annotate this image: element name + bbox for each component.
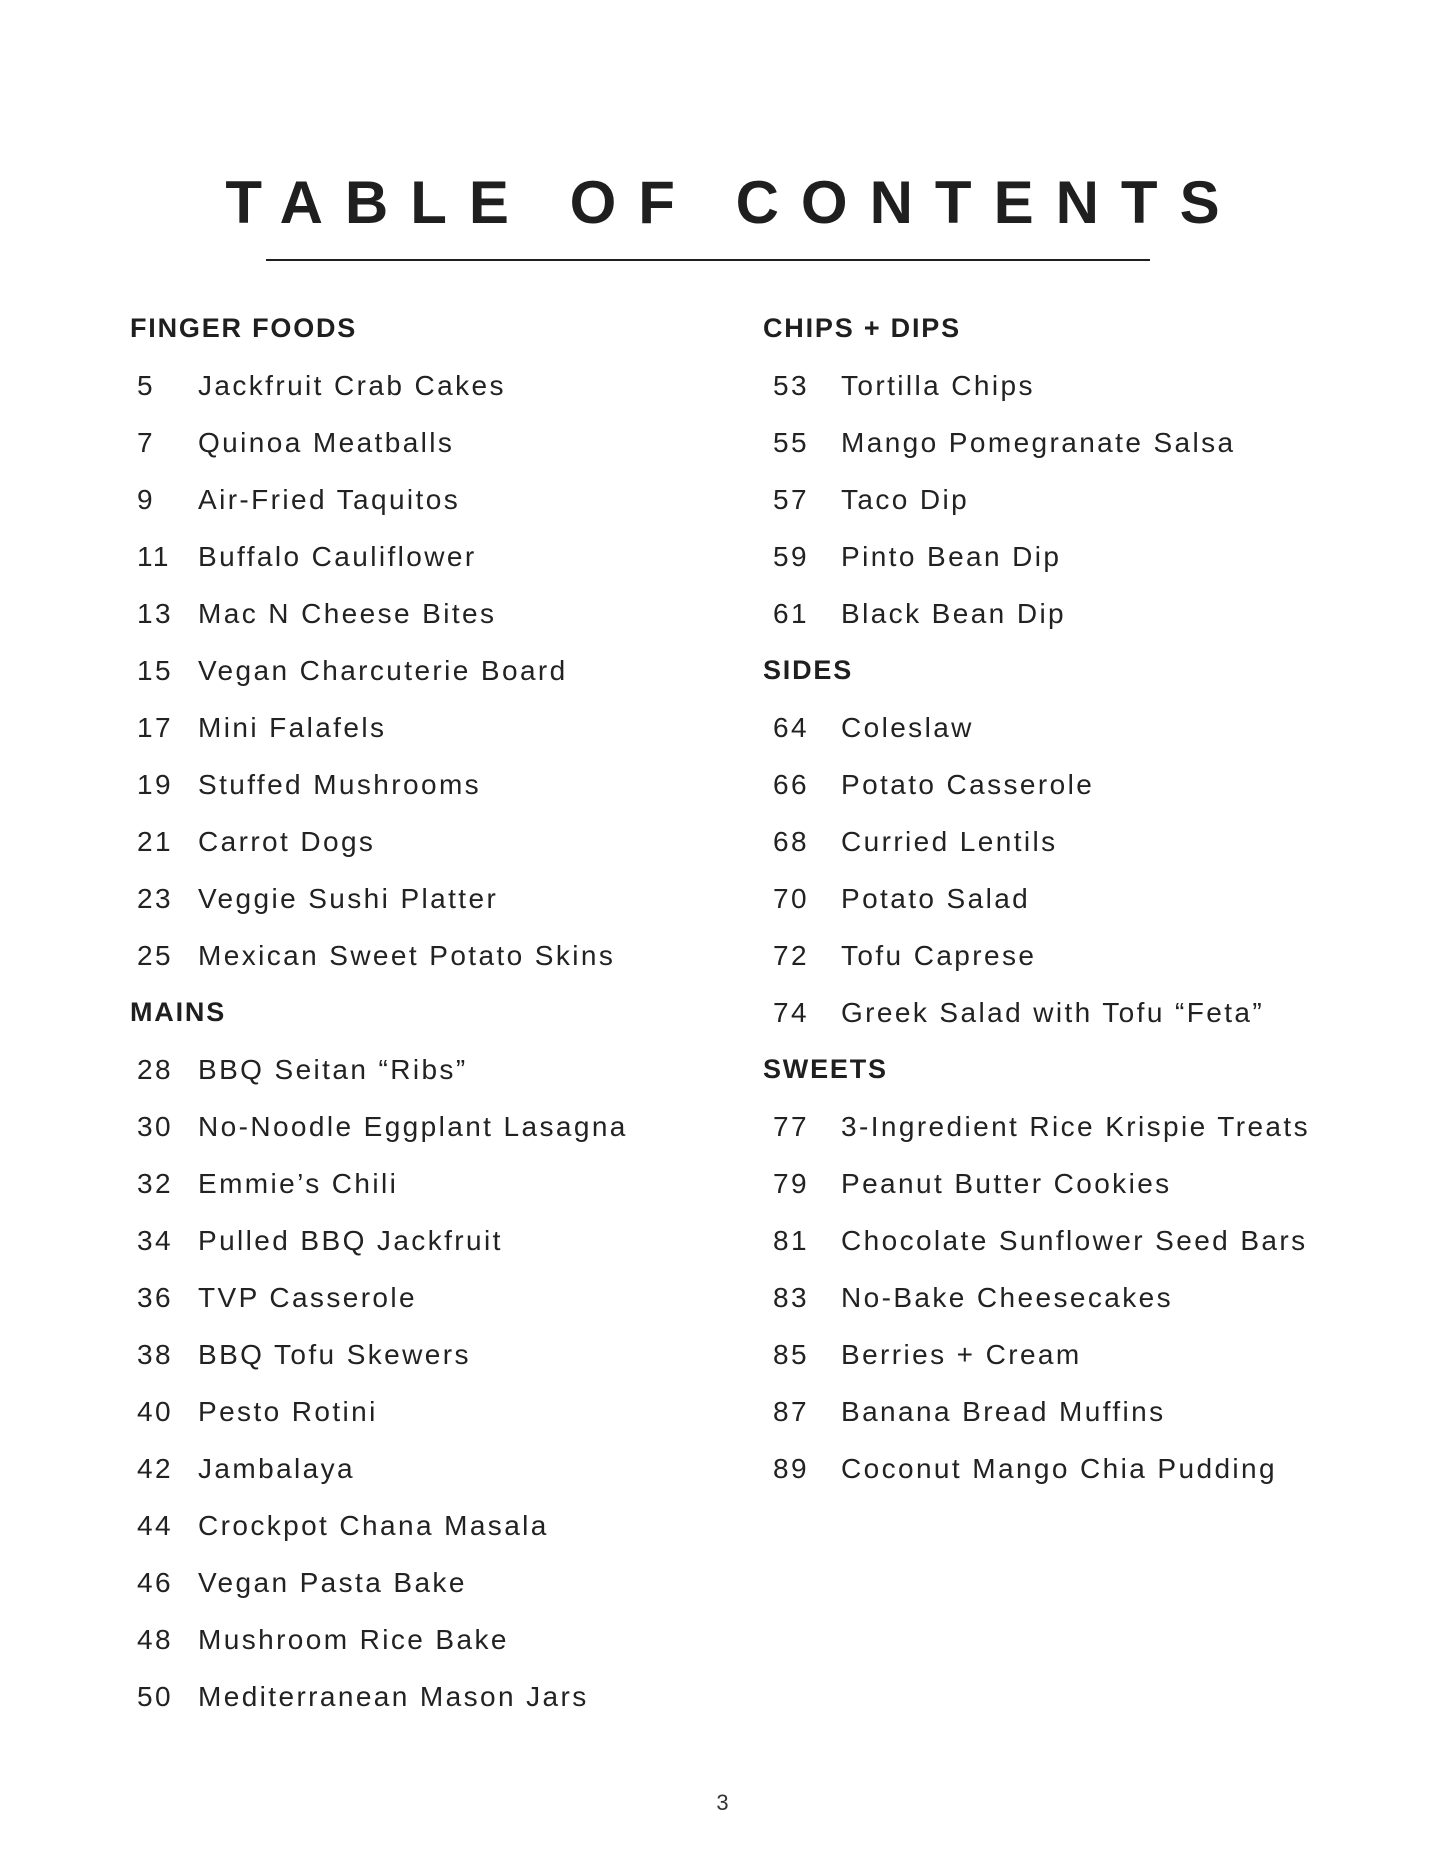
toc-page-number: 19: [137, 769, 173, 800]
toc-recipe-title: Stuffed Mushrooms: [198, 769, 482, 800]
toc-entry: [763, 1383, 1403, 1440]
section-heading: SWEETS: [763, 1054, 888, 1084]
toc-recipe-title: Mini Falafels: [198, 712, 387, 743]
toc-recipe-title: Mexican Sweet Potato Skins: [198, 940, 616, 971]
toc-recipe-title: Emmie’s Chili: [198, 1168, 399, 1199]
toc-recipe-title: Banana Bread Muffins: [841, 1396, 1166, 1427]
toc-recipe-title: Jambalaya: [198, 1453, 356, 1484]
toc-page-number: 81: [773, 1225, 809, 1256]
toc-page-number: 32: [137, 1168, 173, 1199]
toc-page-number: 59: [773, 541, 809, 572]
toc-recipe-title: Potato Salad: [841, 883, 1031, 914]
toc-page-number: 36: [137, 1282, 173, 1313]
toc-entry: [763, 927, 1403, 984]
toc-recipe-title: 3-Ingredient Rice Krispie Treats: [841, 1111, 1310, 1142]
toc-page-number: 17: [137, 712, 173, 743]
toc-recipe-title: Black Bean Dip: [841, 598, 1067, 629]
section-heading: SIDES: [763, 655, 854, 685]
toc-page-number: 28: [137, 1054, 173, 1085]
toc-entry: [130, 1326, 750, 1383]
toc-page-number: 70: [773, 883, 809, 914]
toc-recipe-title: Potato Casserole: [841, 769, 1095, 800]
toc-page-number: 11: [137, 541, 171, 572]
toc-page-number: 55: [773, 427, 809, 458]
toc-entry: [763, 357, 1403, 414]
toc-page-number: 25: [137, 940, 173, 971]
toc-page-number: 21: [137, 826, 173, 857]
toc-page-number: 74: [773, 997, 809, 1028]
toc-entry: [130, 1611, 750, 1668]
toc-page-number: 9: [137, 484, 155, 515]
toc-recipe-title: Carrot Dogs: [198, 826, 376, 857]
toc-entry: [130, 1440, 750, 1497]
toc-recipe-title: Taco Dip: [841, 484, 970, 515]
toc-page-number: 66: [773, 769, 809, 800]
toc-entry: [130, 1497, 750, 1554]
page-title: TABLE OF CONTENTS: [225, 169, 1242, 236]
toc-entry: [130, 1041, 750, 1098]
toc-recipe-title: Chocolate Sunflower Seed Bars: [841, 1225, 1308, 1256]
toc-recipe-title: Jackfruit Crab Cakes: [198, 370, 506, 401]
toc-page-number: 5: [137, 370, 155, 401]
toc-entry: [130, 1098, 750, 1155]
toc-entry: [763, 1269, 1403, 1326]
toc-entry: [763, 528, 1403, 585]
toc-entry: [130, 870, 750, 927]
toc-recipe-title: Mushroom Rice Bake: [198, 1624, 509, 1655]
toc-entry: [763, 1212, 1403, 1269]
toc-page-number: 30: [137, 1111, 173, 1142]
section-heading: CHIPS + DIPS: [763, 313, 961, 343]
toc-entry: [130, 1269, 750, 1326]
toc-recipe-title: Tofu Caprese: [841, 940, 1037, 971]
toc-page-number: 34: [137, 1225, 173, 1256]
toc-page-number: 68: [773, 826, 809, 857]
toc-page-number: 85: [773, 1339, 809, 1370]
toc-recipe-title: Pinto Bean Dip: [841, 541, 1062, 572]
toc-recipe-title: Coconut Mango Chia Pudding: [841, 1453, 1277, 1484]
toc-entry: [130, 414, 750, 471]
section-heading: FINGER FOODS: [130, 313, 358, 343]
toc-recipe-title: Air-Fried Taquitos: [198, 484, 461, 515]
page-number: 3: [716, 1790, 729, 1815]
toc-page-number: 40: [137, 1396, 173, 1427]
toc-recipe-title: Crockpot Chana Masala: [198, 1510, 549, 1541]
toc-recipe-title: No-Noodle Eggplant Lasagna: [198, 1111, 628, 1142]
toc-page-number: 23: [137, 883, 173, 914]
toc-recipe-title: Greek Salad with Tofu “Feta”: [841, 997, 1265, 1028]
toc-recipe-title: Mediterranean Mason Jars: [198, 1681, 589, 1712]
toc-recipe-title: No-Bake Cheesecakes: [841, 1282, 1173, 1313]
toc-recipe-title: BBQ Tofu Skewers: [198, 1339, 471, 1370]
left-column: [130, 300, 750, 1725]
toc-entry: [130, 927, 750, 984]
toc-recipe-title: BBQ Seitan “Ribs”: [198, 1054, 468, 1085]
toc-entry: [130, 1668, 750, 1725]
toc-page-number: 15: [137, 655, 173, 686]
toc-page-number: 42: [137, 1453, 173, 1484]
toc-page-number: 89: [773, 1453, 809, 1484]
toc-entry: [763, 414, 1403, 471]
toc-entry: [763, 756, 1403, 813]
section-heading: MAINS: [130, 997, 226, 1027]
toc-entry: [763, 813, 1403, 870]
title-divider: [266, 259, 1150, 261]
toc-entry: [130, 756, 750, 813]
toc-page-number: 44: [137, 1510, 173, 1541]
toc-entry: [763, 1440, 1403, 1497]
toc-page-number: 64: [773, 712, 809, 743]
toc-entry: [130, 642, 750, 699]
toc-page-number: 72: [773, 940, 809, 971]
toc-recipe-title: Tortilla Chips: [841, 370, 1035, 401]
toc-recipe-title: Mac N Cheese Bites: [198, 598, 497, 629]
toc-entry: [130, 1554, 750, 1611]
toc-entry: [763, 585, 1403, 642]
toc-page-number: 87: [773, 1396, 809, 1427]
toc-page-number: 61: [773, 598, 809, 629]
toc-page-number: 79: [773, 1168, 809, 1199]
toc-page-number: 7: [137, 427, 155, 458]
toc-recipe-title: TVP Casserole: [198, 1282, 417, 1313]
toc-entry: [130, 357, 750, 414]
toc-page-number: 57: [773, 484, 809, 515]
toc-entry: [763, 1098, 1403, 1155]
toc-page-number: 38: [137, 1339, 173, 1370]
toc-page-number: 77: [773, 1111, 809, 1142]
toc-page-number: 50: [137, 1681, 173, 1712]
toc-page-number: 13: [137, 598, 173, 629]
toc-entry: [763, 870, 1403, 927]
toc-entry: [130, 699, 750, 756]
toc-recipe-title: Pesto Rotini: [198, 1396, 378, 1427]
toc-entry: [130, 813, 750, 870]
toc-entry: [130, 1383, 750, 1440]
toc-entry: [763, 984, 1403, 1041]
toc-entry: [763, 699, 1403, 756]
toc-entry: [130, 471, 750, 528]
toc-entry: [130, 1155, 750, 1212]
toc-page-number: 53: [773, 370, 809, 401]
toc-page-number: 46: [137, 1567, 173, 1598]
toc-recipe-title: Berries + Cream: [841, 1339, 1082, 1370]
toc-recipe-title: Pulled BBQ Jackfruit: [198, 1225, 503, 1256]
toc-recipe-title: Curried Lentils: [841, 826, 1058, 857]
toc-recipe-title: Coleslaw: [841, 712, 974, 743]
toc-entry: [130, 585, 750, 642]
toc-entry: [130, 1212, 750, 1269]
toc-page-number: 83: [773, 1282, 809, 1313]
toc-recipe-title: Vegan Pasta Bake: [198, 1567, 467, 1598]
right-column: [763, 300, 1403, 1497]
toc-recipe-title: Buffalo Cauliflower: [198, 541, 477, 572]
toc-recipe-title: Veggie Sushi Platter: [198, 883, 499, 914]
toc-recipe-title: Mango Pomegranate Salsa: [841, 427, 1236, 458]
toc-page-number: 48: [137, 1624, 173, 1655]
toc-entry: [130, 528, 750, 585]
toc-recipe-title: Vegan Charcuterie Board: [198, 655, 568, 686]
toc-entry: [763, 1326, 1403, 1383]
toc-recipe-title: Peanut Butter Cookies: [841, 1168, 1172, 1199]
toc-entry: [763, 1155, 1403, 1212]
toc-entry: [763, 471, 1403, 528]
toc-recipe-title: Quinoa Meatballs: [198, 427, 455, 458]
